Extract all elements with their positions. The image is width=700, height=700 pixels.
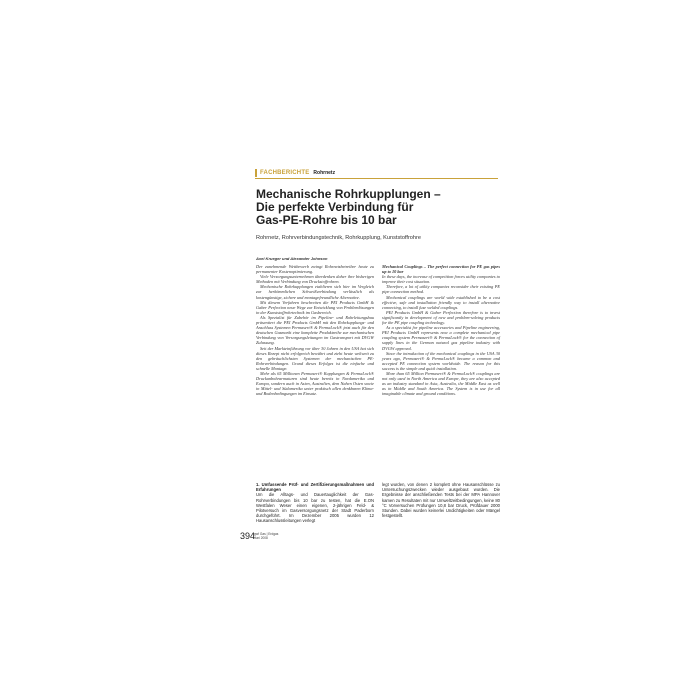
page-meta (254, 533, 278, 541)
meta-line: gwf Gas | Erdgas (254, 532, 279, 536)
paragraph: Der zunehmende Wettbewerb zwingt Rohrnetzbetreiber heute zu permanenter Kostenoptimierung. (256, 264, 374, 275)
section-paragraph: legt wurden, von denen 2 komplett ohne Hausanschlüsse zu Untersuchungszwecken wieder ausgebaut wurden. Die Ergebnisse der anschließenden Tests bei der MPA Hannover kamen zu Resultaten mit nur Umweltzeitbedingungen, keine 80 °C Vorversuchen Prüfungen 10,8 bar Druck, Prüfdauer 2000 Stunden. Dabei wurden keinerlei Undichtigkeiten oder Mängel festgestellt. (382, 482, 500, 519)
paragraph: Seit der Markteinführung vor über 30 Jahren in den USA hat sich dieses Rezept nicht erfolgreich bewährt und zieht heute weltweit zu den gebräuchlichsten Systemen der mechanischen PE-Rohrverbindungen. Grund dieses Erfolges ist die einfache und schnelle Montage. (256, 345, 374, 371)
paragraph: As a specialist for pipeline accessories and Pipeline engineering, PEI Products GmbH represents now a complete mechanical pipe coupling system Permasert® & PermaLock® for the connection of supply lines in the German natural gas pipeline industry with DVGW approval. (382, 325, 500, 351)
header-rule (255, 178, 498, 179)
section-paragraph: Um die Alltags- und Dauertauglichkeit der Gas-Rohrverbindungen bis 10 bar zu testen, hat die E.ON Westfalen Weser einen eigenen, 2-jährigen Feld- & Pilotversuch im Gasversorgungsnetz der Stadt Paderborn durchgeführt. Im Dezember 2005 wurden 12 Hausanschlussleitungen verlegt (256, 492, 374, 524)
header-marker (255, 169, 257, 177)
german-column (256, 264, 374, 396)
english-heading: Mechanical Couplings – The perfect connection for PE gas pipes up to 10 bar (382, 264, 500, 275)
paragraph: Since the introduction of the mechanical couplings in the USA 30 years ago, Permasert® & PermaLock® became a common and accepted PE connection system worldwide. The reason for this success is the simple and quick installation. (382, 350, 500, 371)
header-category: FACHBERICHTE (260, 170, 310, 176)
paragraph: Therefore, a lot of utility companies reconsider their existing PE pipe connection method. (382, 284, 500, 295)
paragraph: More than 65 Million Permasert® & PermaLock® couplings are not only used in North America and Europe, they are also accepted as an industry standard in Asia, Australia, the Middle East as well as in Middle and South America. The System is in use for all imaginable climate and ground conditions. (382, 370, 500, 397)
paragraph: Viele Versorgungsunternehmen überdenken daher ihre bisherigen Methoden mit Verbindung von Druckstoffrohren. (256, 274, 374, 285)
paragraph: PEI Products GmbH & Gaber Perfection therefore is to invest significantly in development of new and problem-solving products for the PE pipe coupling technology. (382, 309, 500, 326)
section-heading: 1. Umfassende Prüf- und Zertifizierungsmaßnahmen und Erfahrungen (256, 482, 374, 493)
page-number: 394 (240, 531, 256, 541)
paragraph: In these days, the increase of competition forces utility companies to improve their cost situation. (382, 274, 500, 285)
section-1-left (256, 482, 374, 524)
paragraph: Mit diesem Verfahren beschreiten die PEI Products GmbH & Gaber Perfection neue Wege zur Entwicklung von Problemlösungen in der Kunststoffrohrtechnik im Gasbereich. (256, 299, 374, 315)
paragraph: Mehr als 65 Millionen Permasert® Kupplungen & PermaLock® Druckanbohrarmaturen sind heute bereits in Nordamerika und Europa, sondern auch in Asien, Australien, dem Nahen Osten sowie in Mittel- und Südamerika unter praktisch allen denkbaren Klima- und Bodenbedingungen im Einsatz. (256, 370, 374, 397)
section-header (255, 168, 335, 178)
article-authors: Axel Krueger und Alexander Johnson (256, 256, 328, 261)
english-column (382, 264, 500, 396)
article-keywords: Rohrnetz, Rohrverbindungstechnik, Rohrkupplung, Kunststoffrohre (256, 235, 422, 241)
article-title (256, 188, 506, 227)
meta-line: Juni 2008 (254, 535, 268, 540)
title-line: Gas-PE-Rohre bis 10 bar (256, 213, 397, 227)
header-subcategory: Rohrnetz (313, 170, 336, 176)
title-line: Die perfekte Verbindung für (256, 200, 414, 214)
section-1-right (382, 482, 500, 518)
paragraph: Mechanical couplings are world wide established to be a cost effective, safe and installation friendly way to install alternative connecting, to install fuse welded couplings. (382, 294, 500, 310)
paragraph: Als Spezialist für Zubehör im Pipeline- und Rohrleitungsbau präsentiert die PEI Products GmbH mit den Rohrkupplungs- und Anschluss Systemen Permasert® & PermaLock® jetzt auch für den deutschen Gasmarkt eine komplette Produktreihe zur mechanischen Verbindung von Versorgungsleitungen im Gastransport mit DVGW Zulassung. (256, 314, 374, 346)
title-line: Mechanische Rohrkupplungen – (256, 187, 441, 201)
paragraph: Mechanische Rohrkupplungen etablieren sich hier im Vergleich zur herkömmlichen Schweißverbindung verlässlich als kostengünstige, sichere und montagefreundliche Alternative. (256, 284, 374, 300)
